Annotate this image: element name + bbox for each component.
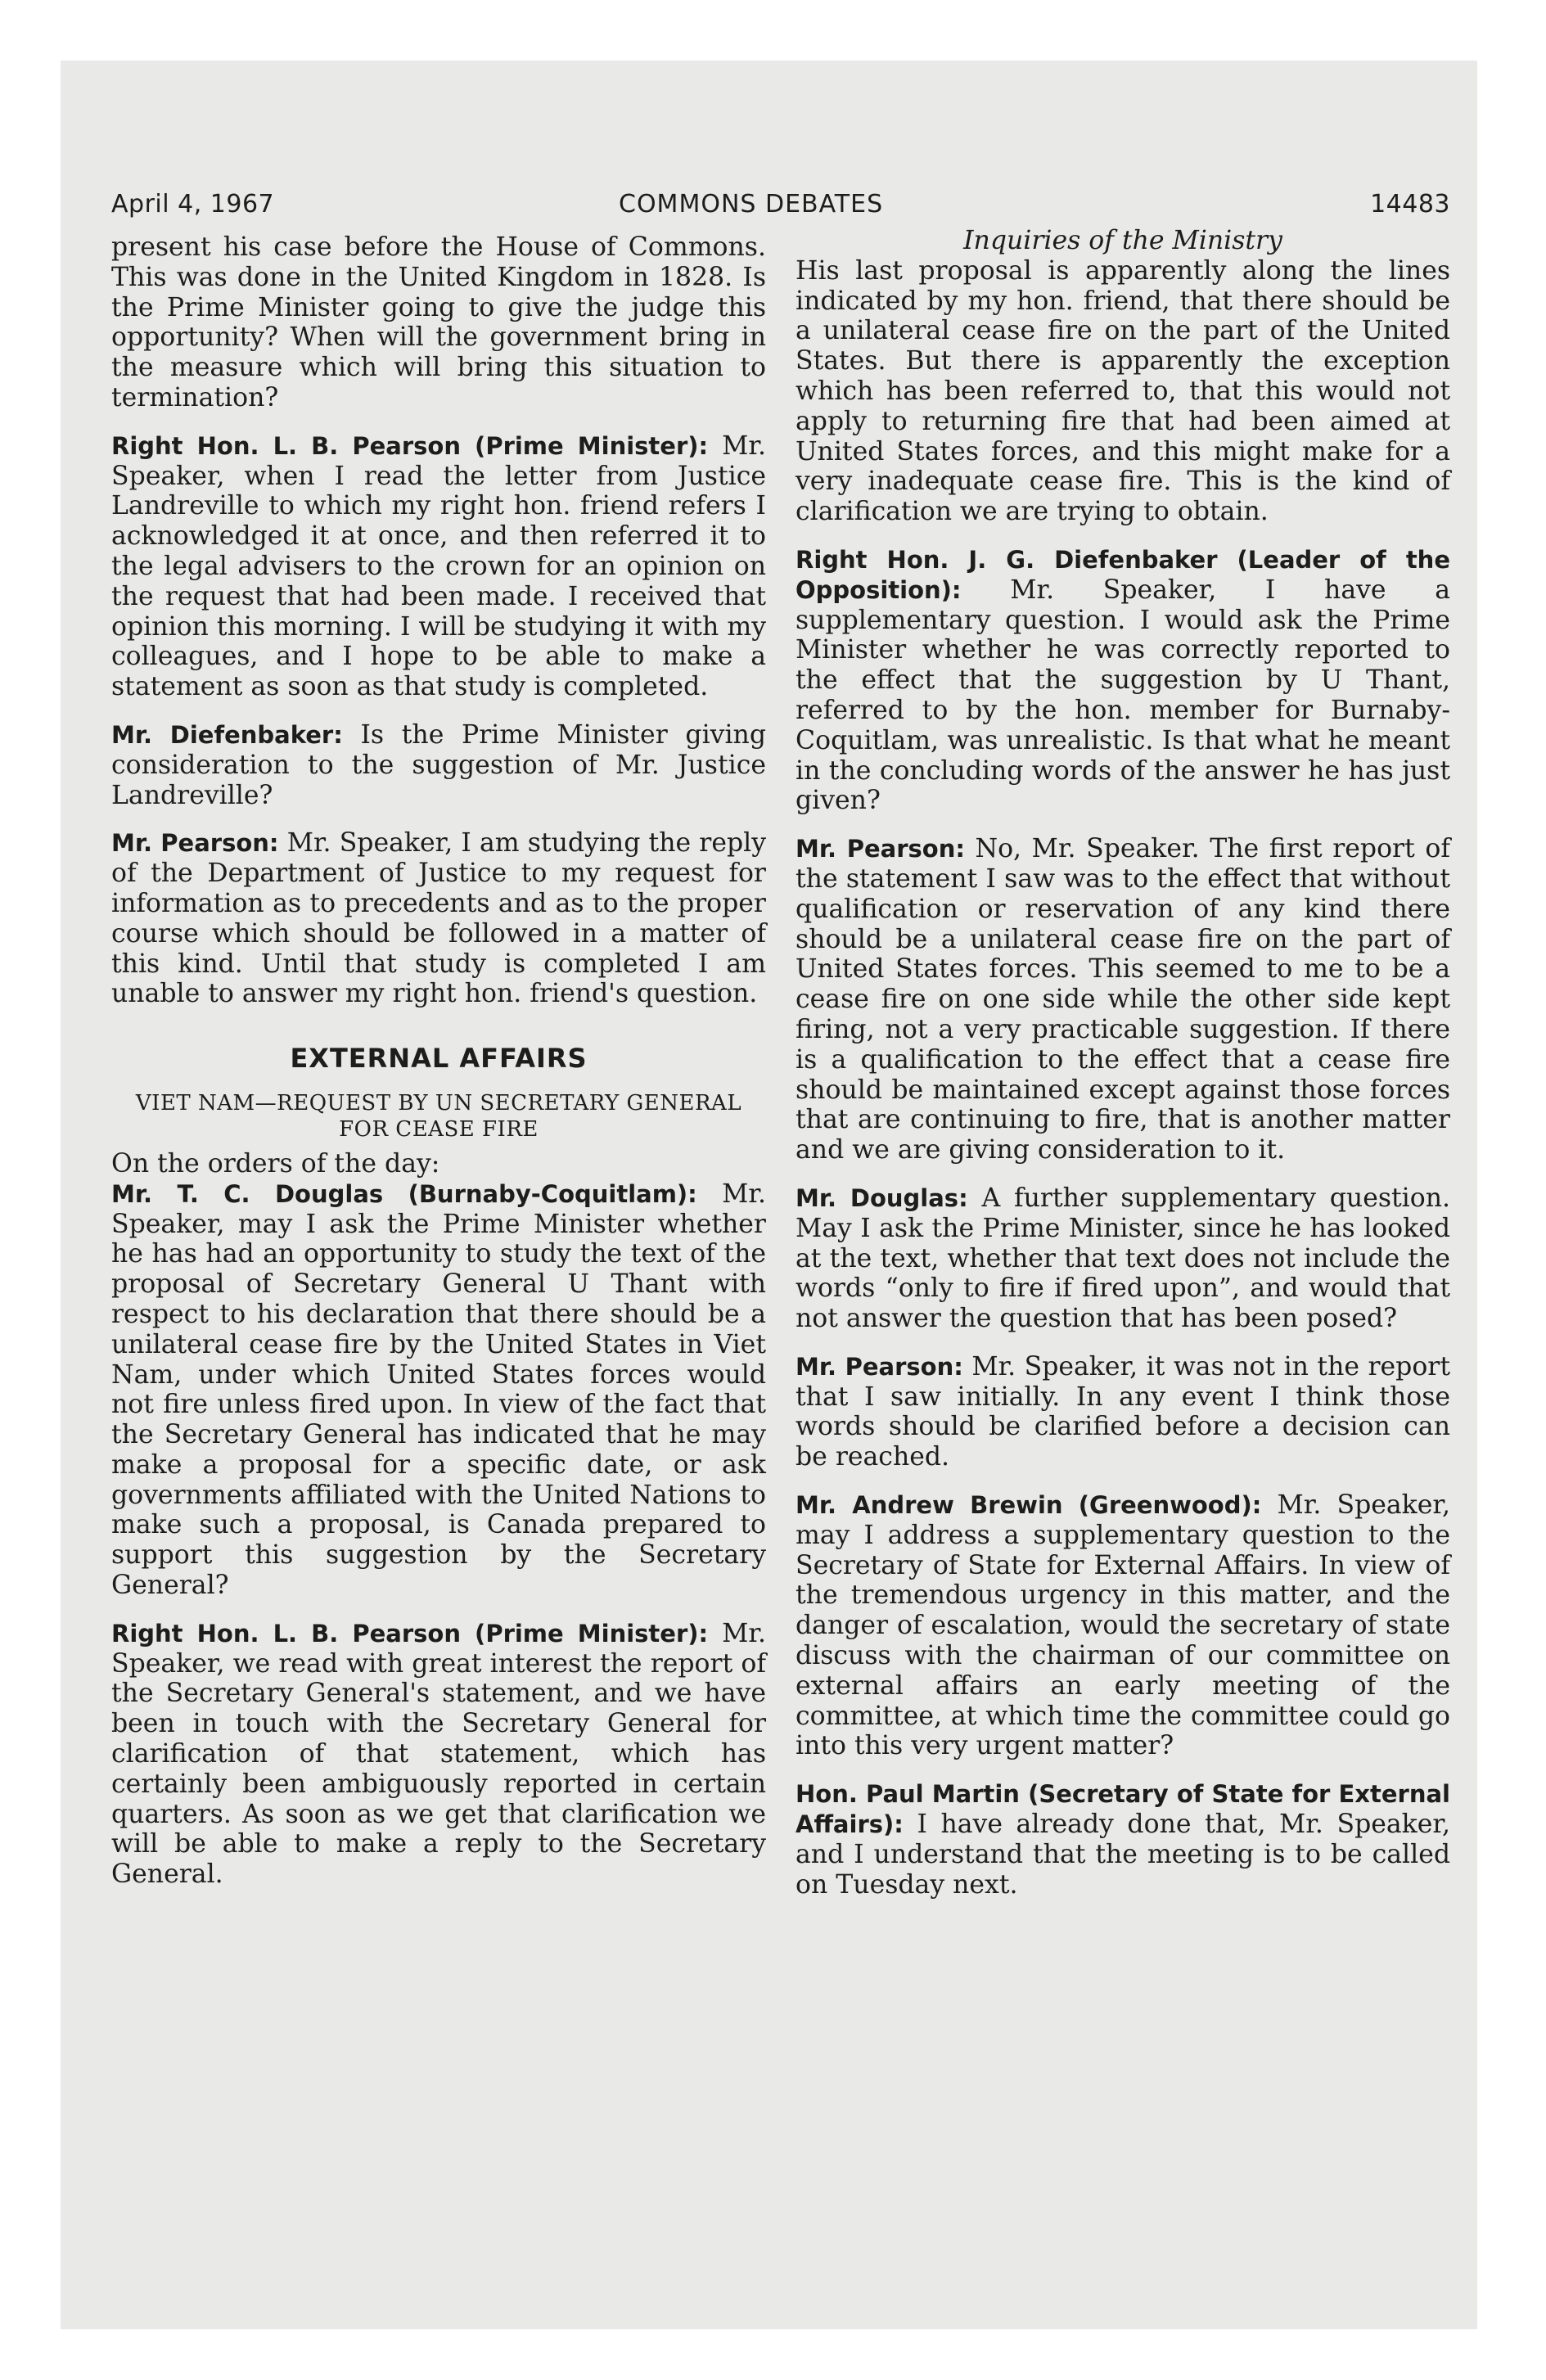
page-header (111, 190, 1450, 223)
hansard-page (111, 190, 1451, 1900)
speech-text: Mr. Speaker, it was not in the report that I saw initially. In any event I think those words should be clarified before a decision can be reached. (796, 1351, 1451, 1472)
left-column (111, 232, 766, 1890)
speaker-name: Right Hon. L. B. Pearson (Prime Minister): (111, 431, 709, 460)
speech (796, 1352, 1450, 1472)
paragraph: present his case before the House of Commons. This was done in the United Kingdom in 1828. Is the Prime Minister going to give the judge this opportunity? When will the government bring in the measure which will bring this situation to termination? (111, 232, 766, 412)
speaker-name: Hon. Paul Martin (Secretary of State for External Affairs): (796, 1780, 1450, 1839)
speech-text: A further supplementary question. May I ask the Prime Minister, since he has looked at the text, whether that text does not include the words “only to fire if fired upon”, and would that not answer the question that has been posed? (796, 1183, 1451, 1334)
speech (796, 1490, 1450, 1761)
page-number: 14483 (1370, 190, 1450, 219)
speech (796, 1183, 1450, 1334)
orders-of-the-day: On the orders of the day: (111, 1148, 440, 1179)
speaker-name: Right Hon. L. B. Pearson (Prime Minister): (111, 1619, 709, 1648)
speech-text: Mr. Speaker, when I read the letter from Justice Landreville to which my right hon. friend refers I acknowledged it at once, and then referred it to the legal advisers to the crown for an opinion on the request that had been made. I received that opinion this morning. I will be studying it with my colleagues, and I hope to be able to make a statement as soon as that study is completed. (111, 430, 767, 702)
section-heading: EXTERNAL AFFAIRS (290, 1043, 588, 1075)
speech-text: No, Mr. Speaker. The first report of the statement I saw was to the effect that without qualification or reservation of any kind there should be a unilateral cease fire on the part of United States forces. This seemed to me to be a cease fire on one side while the other side kept firing, not a very practicable suggestion. If there is a qualification to the effect that a cease fire should be maintained except against those forces that are continuing to fire, that is another matter and we are giving consideration to it. (796, 834, 1450, 1165)
speech (111, 720, 766, 810)
speech (796, 1779, 1450, 1900)
speech (111, 1179, 766, 1601)
header-title: COMMONS DEBATES (619, 190, 884, 219)
speech-text: Mr. Speaker, we read with great interest the report of the Secretary General's statement, and we have been in touch with the Secretary General for clarification of that statement, which has certainly been ambiguously reported in certain quarters. As soon as we get that clarification we will be able to make a reply to the Secretary General. (111, 1618, 767, 1890)
speech (111, 1619, 766, 1890)
speaker-name: Right Hon. J. G. Diefenbaker (Leader of the Opposition): (796, 545, 1450, 604)
speaker-name: Mr. Douglas: (796, 1183, 968, 1212)
speaker-name: Mr. Pearson: (111, 829, 279, 858)
speaker-name: Mr. Diefenbaker: (111, 720, 343, 749)
speech-text: Mr. Speaker, may I address a supplementary question to the Secretary of State for External Affairs. In view of the tremendous urgency in this matter, and the danger of escalation, would the secretary of state discuss with the chairman of our committee on external affairs an early meeting of the committee, at which time the committee could go into this very urgent matter? (796, 1490, 1451, 1761)
paragraph: His last proposal is apparently along the lines indicated by my hon. friend, that there should be a unilateral cease fire on the part of the United States. But there is apparently the exception which has been referred to, that this would not apply to returning fire that had been aimed at United States forces, and this might make for a very inadequate cease fire. This is the kind of clarification we are trying to obtain. (796, 255, 1450, 527)
speech (111, 431, 766, 702)
speech-text: Mr. Speaker, I have a supplementary question. I would ask the Prime Minister whether he was correctly reported to the effect that the suggestion by U Thant, referred to by the hon. member for Burnaby-Coquitlam, was unrealistic. Is that what he meant in the concluding words of the answer he has just given? (796, 575, 1451, 816)
speaker-name: Mr. T. C. Douglas (Burnaby-Coquitlam): (111, 1179, 697, 1208)
speaker-name: Mr. Andrew Brewin (Greenwood): (796, 1491, 1262, 1520)
speaker-name: Mr. Pearson: (796, 835, 965, 863)
running-head: Inquiries of the Ministry (963, 226, 1282, 255)
speech (796, 545, 1450, 816)
right-column (796, 226, 1450, 1900)
speech-text: Is the Prime Minister giving consideration to the suggestion of Mr. Justice Landreville? (111, 719, 766, 810)
speech-text: Mr. Speaker, I am studying the reply of the Department of Justice to my request for information as to precedents and as to the proper course which should be followed in a matter of this kind. Until that study is completed I am unable to answer my right hon. friend's question. (111, 828, 767, 1009)
speech-text: Mr. Speaker, may I ask the Prime Minister whether he has had an opportunity to study the text of the proposal of Secretary General U Thant with respect to his declaration that there should be a unilateral cease fire by the United States in Viet Nam, under which United States forces would not fire unless fired upon. In view of the fact that the Secretary General has indicated that he may make a proposal for a specific date, or ask governments affiliated with the United Nations to make such a proposal, is Canada prepared to support this suggestion by the Secretary General? (111, 1179, 766, 1601)
speech (796, 834, 1450, 1165)
speech-text: I have already done that, Mr. Speaker, and I understand that the meeting is to be called on Tuesday next. (796, 1810, 1450, 1900)
header-date: April 4, 1967 (111, 190, 275, 219)
speech (111, 828, 766, 1009)
subheading: VIET NAM—REQUEST BY UN SECRETARY GENERAL FOR CEASE FIRE (135, 1090, 742, 1142)
speaker-name: Mr. Pearson: (796, 1352, 963, 1381)
